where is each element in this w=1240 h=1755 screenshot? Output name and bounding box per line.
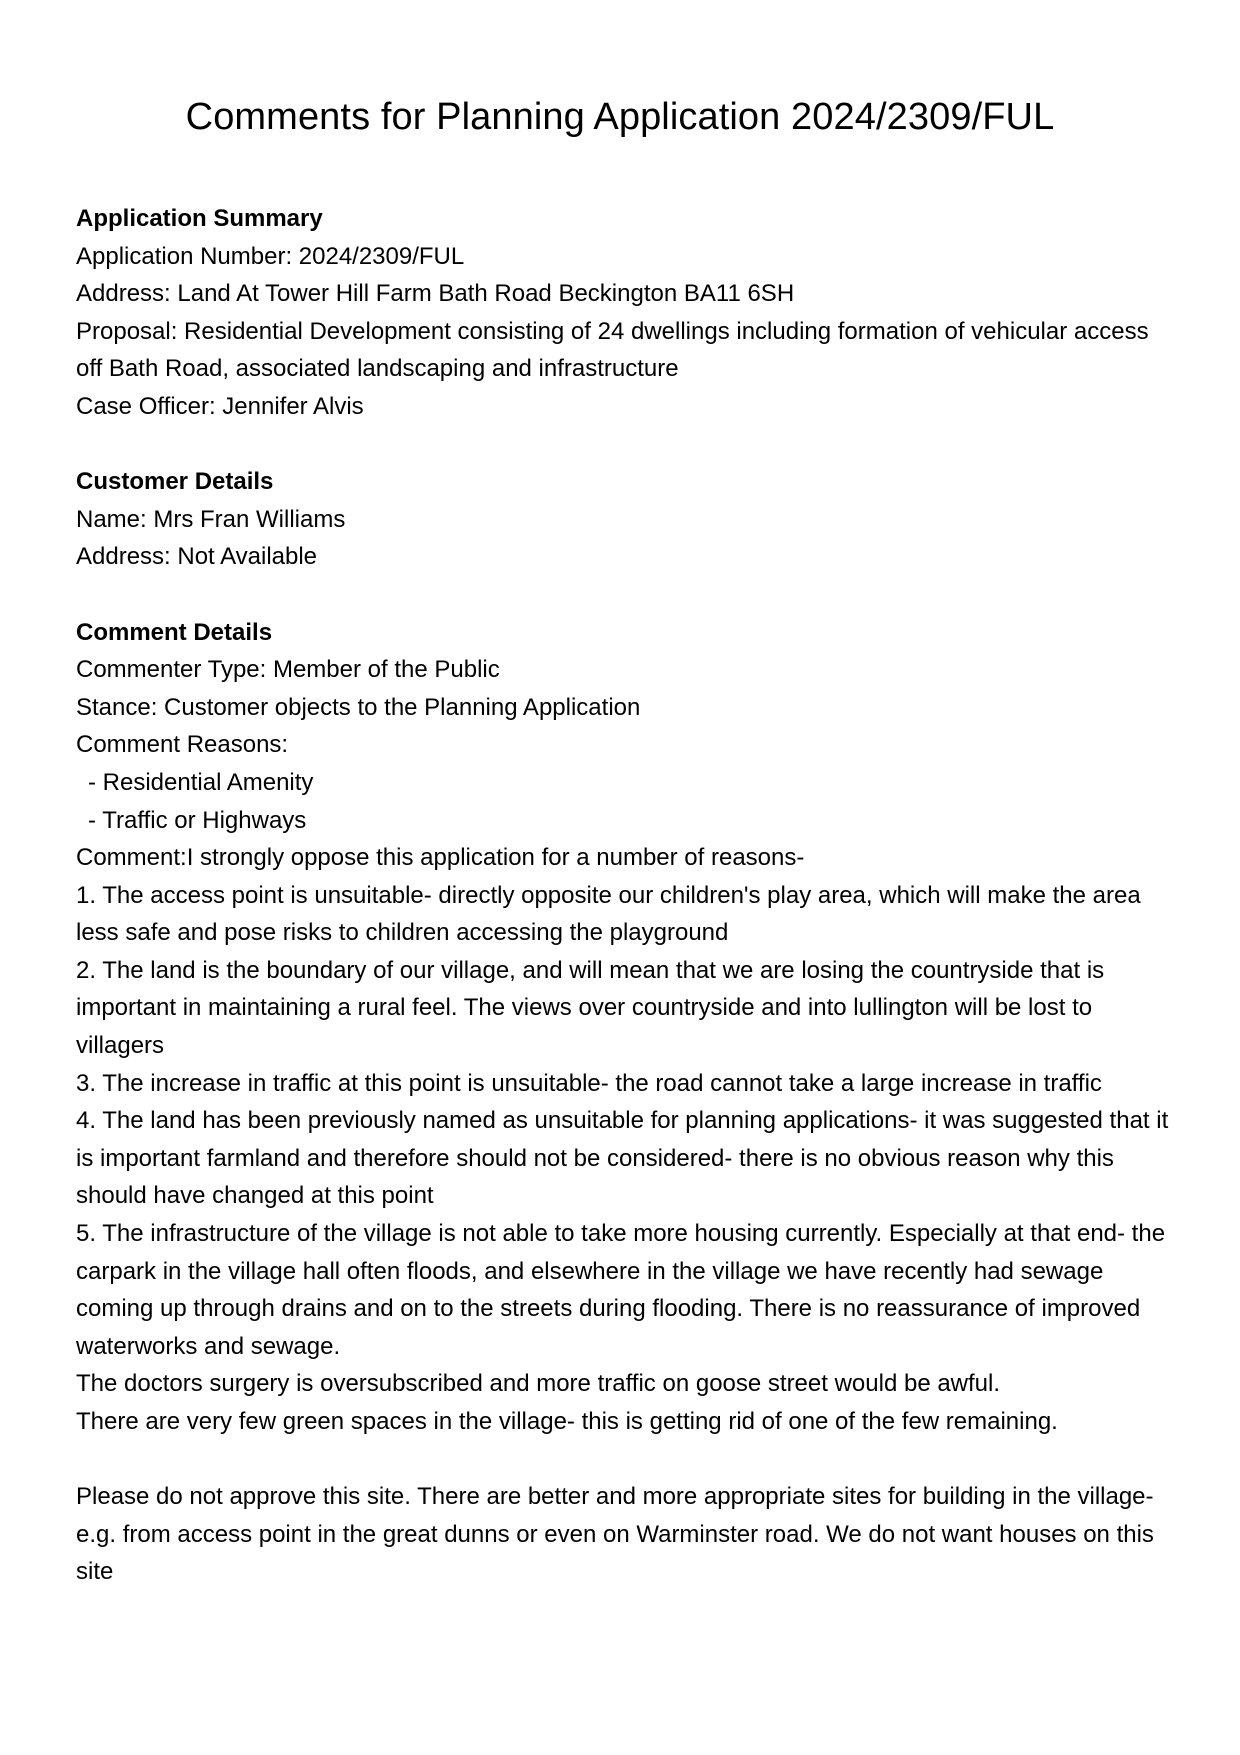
application-number: Application Number: 2024/2309/FUL [76, 242, 465, 270]
document-body [76, 200, 1176, 1629]
application-address: Address: Land At Tower Hill Farm Bath Road Beckington BA11 6SH [76, 280, 795, 308]
comment-details-heading: Comment Details [76, 618, 273, 646]
comment-point: 3. The increase in traffic at this point is unsuitable- the road cannot take a large increase in traffic [76, 1069, 1102, 1097]
comment-point: 2. The land is the boundary of our village, and will mean that we are losing the countryside that is important in maintaining a rural feel. The views over countryside and into lullington will be lost to villagers [76, 956, 1105, 1060]
comment-reasons-label: Comment Reasons: [76, 731, 289, 759]
case-officer: Case Officer: Jennifer Alvis [76, 392, 364, 420]
stance: Stance: Customer objects to the Planning Application [76, 693, 641, 721]
application-summary-section [76, 200, 1176, 426]
comment-intro: Comment:I strongly oppose this application for a number of reasons- [76, 844, 805, 872]
comment-point: 1. The access point is unsuitable- directly opposite our children's play area, which will make the area less safe and pose risks to children accessing the playground [76, 881, 1141, 947]
application-summary-heading: Application Summary [76, 205, 323, 232]
customer-name: Name: Mrs Fran Williams [76, 505, 346, 533]
page-title: Comments for Planning Application 2024/2309/FUL [185, 96, 1055, 138]
comment-point: The doctors surgery is oversubscribed and more traffic on goose street would be awful. [76, 1370, 1001, 1398]
commenter-type: Commenter Type: Member of the Public [76, 656, 500, 684]
customer-details-section [76, 463, 1176, 576]
comment-point: 4. The land has been previously named as unsuitable for planning applications- it was suggested that it is important farmland and therefore should not be considered- there is no obvious reason why this should have changed at this point [76, 1107, 1169, 1210]
comment-details-section [76, 614, 1176, 1591]
comment-point: There are very few green spaces in the village- this is getting rid of one of the few remaining. [76, 1408, 1058, 1435]
comment-closing: Please do not approve this site. There are better and more appropriate sites for building in the village- e.g. from access point in the great dunns or even on Warminster road. We do not want houses on this site [76, 1483, 1154, 1586]
comment-point: 5. The infrastructure of the village is not able to take more housing currently. Especially at that end- the carpark in the village hall often floods, and elsewhere in the village we have recently had sewage coming up through drains and on to the streets during flooding. There is no reassurance of improved waterworks and sewage. [76, 1220, 1166, 1360]
comment-reason-item: - Traffic or Highways [88, 806, 307, 834]
comment-reason-item: - Residential Amenity [88, 768, 314, 796]
customer-details-heading: Customer Details [76, 468, 274, 496]
paragraph-spacer [76, 1441, 1176, 1479]
customer-address: Address: Not Available [76, 543, 318, 571]
application-proposal: Proposal: Residential Development consisting of 24 dwellings including formation of vehicular access off Bath Road, associated landscaping and infrastructure [76, 317, 1149, 383]
